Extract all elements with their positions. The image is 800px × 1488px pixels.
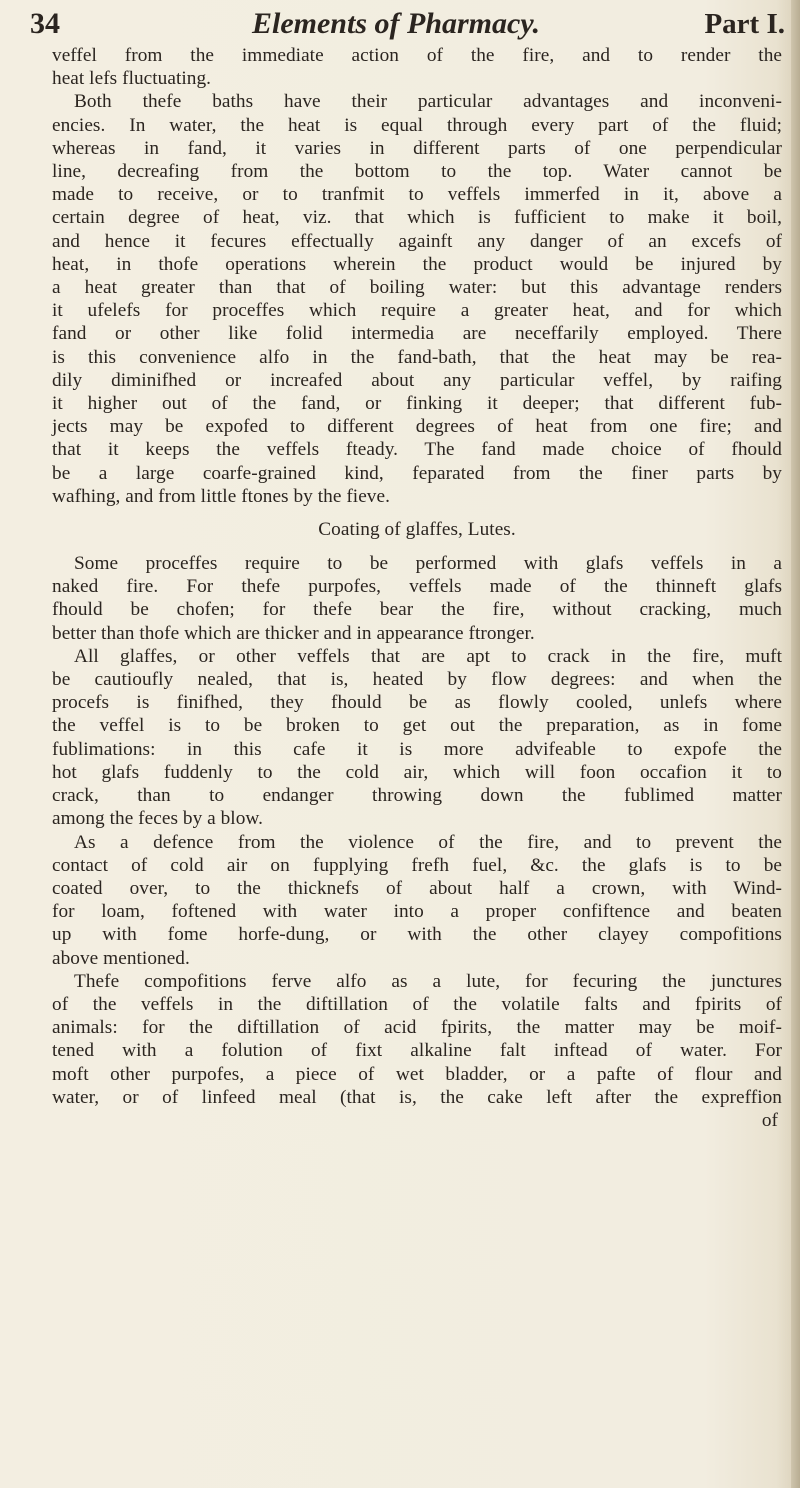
text-line: up with fome horfe-dung, or with the other clayey compofitions [52,924,782,946]
text-line: made to receive, or to tranfmit to veffels immerfed in it, above a [52,184,782,206]
text-line: a heat greater than that of boiling water: but this advantage renders [52,277,782,299]
text-line: is this convenience alfo in the fand-bath, that the heat may be rea- [52,346,782,368]
page-text [52,44,782,1132]
text-line: that it keeps the veffels fteady. The fand made choice of fhould [52,439,782,461]
text-line: tened with a folution of fixt alkaline falt inftead of water. For [52,1040,782,1062]
text-line: among the feces by a blow. [52,808,264,830]
page-number: 34 [30,7,60,40]
text-line: veffel from the immediate action of the fire, and to render the [52,45,782,66]
text-line: crack, than to endanger throwing down the fublimed matter [52,785,782,807]
text-line: it higher out of the fand, or finking it deeper; that different fub- [52,393,782,415]
catchword: of [761,1109,778,1131]
text-line: Both thefe baths have their particular advantages and inconveni- [74,91,782,113]
text-line: fand or other like folid intermedia are neceffarily employed. There [52,323,782,345]
text-line: procefs is finifhed, they fhould be as flowly cooled, unlefs where [52,692,782,714]
section-paragraphs [52,552,782,1132]
text-line: for loam, foftened with water into a proper confiftence and beaten [52,901,782,923]
page-edge-shadow [791,0,800,1488]
text-line: be a large coarfe-grained kind, feparated from the finer parts by [52,462,782,484]
text-line: coated over, to the thicknefs of about half a crown, with Wind- [52,877,782,899]
part-label: Part I. [704,8,785,40]
text-line: encies. In water, the heat is equal through every part of the fluid; [52,114,782,136]
text-line: All glaffes, or other veffels that are apt to crack in the fire, muft [74,645,782,667]
text-line: certain degree of heat, viz. that which is fufficient to make it boil, [52,207,782,229]
text-line: dily diminifhed or increafed about any particular veffel, by raifing [52,369,782,391]
text-line: Thefe compofitions ferve alfo as a lute, for fecuring the junctures [74,970,782,992]
text-line: fublimations: in this cafe it is more advifeable to expofe the [52,738,782,760]
text-line: line, decreafing from the bottom to the top. Water cannot be [52,161,782,183]
text-line: animals: for the diftillation of acid fpirits, the matter may be moif- [52,1017,782,1039]
text-line: above mentioned. [52,947,190,969]
text-line: better than thofe which are thicker and in appearance ftronger. [52,622,535,644]
text-line: wafhing, and from little ftones by the fieve. [52,485,390,507]
opening-paragraphs [52,44,782,508]
text-line: it ufelefs for proceffes which require a greater heat, and for which [52,300,782,322]
text-line: of the veffels in the diftillation of the volatile falts and fpirits of [52,993,782,1015]
running-title: Elements of Pharmacy. [252,7,541,40]
text-line: and hence it fecures effectually againft any danger of an excefs of [52,230,782,252]
text-line: contact of cold air on fupplying frefh fuel, &c. the glafs is to be [52,854,782,876]
page-header [30,2,785,46]
text-line: the veffel is to be broken to get out the preparation, as in fome [52,715,782,737]
text-line: naked fire. For thefe purpofes, veffels made of the thinneft glafs [52,576,782,598]
text-line: hot glafs fuddenly to the cold air, which will foon occafion it to [52,761,782,783]
text-line: heat, in thofe operations wherein the product would be injured by [52,253,782,275]
text-line: fhould be chofen; for thefe bear the fire, without cracking, much [52,599,782,621]
text-line: be cautioufly nealed, that is, heated by flow degrees: and when the [52,669,782,691]
text-line: heat lefs fluctuating. [52,68,212,90]
text-line: Some proceffes require to be performed with glafs veffels in a [74,553,782,575]
section-heading: Coating of glaffes, Lutes. [318,519,516,541]
text-line: water, or of linfeed meal (that is, the cake left after the expreffion [52,1086,782,1108]
text-line: moft other purpofes, a piece of wet bladder, or a pafte of flour and [52,1063,782,1085]
text-line: As a defence from the violence of the fire, and to prevent the [74,831,782,853]
text-line: jects may be expofed to different degrees of heat from one fire; and [52,416,782,438]
text-line: whereas in fand, it varies in different parts of one perpendicular [52,137,782,159]
